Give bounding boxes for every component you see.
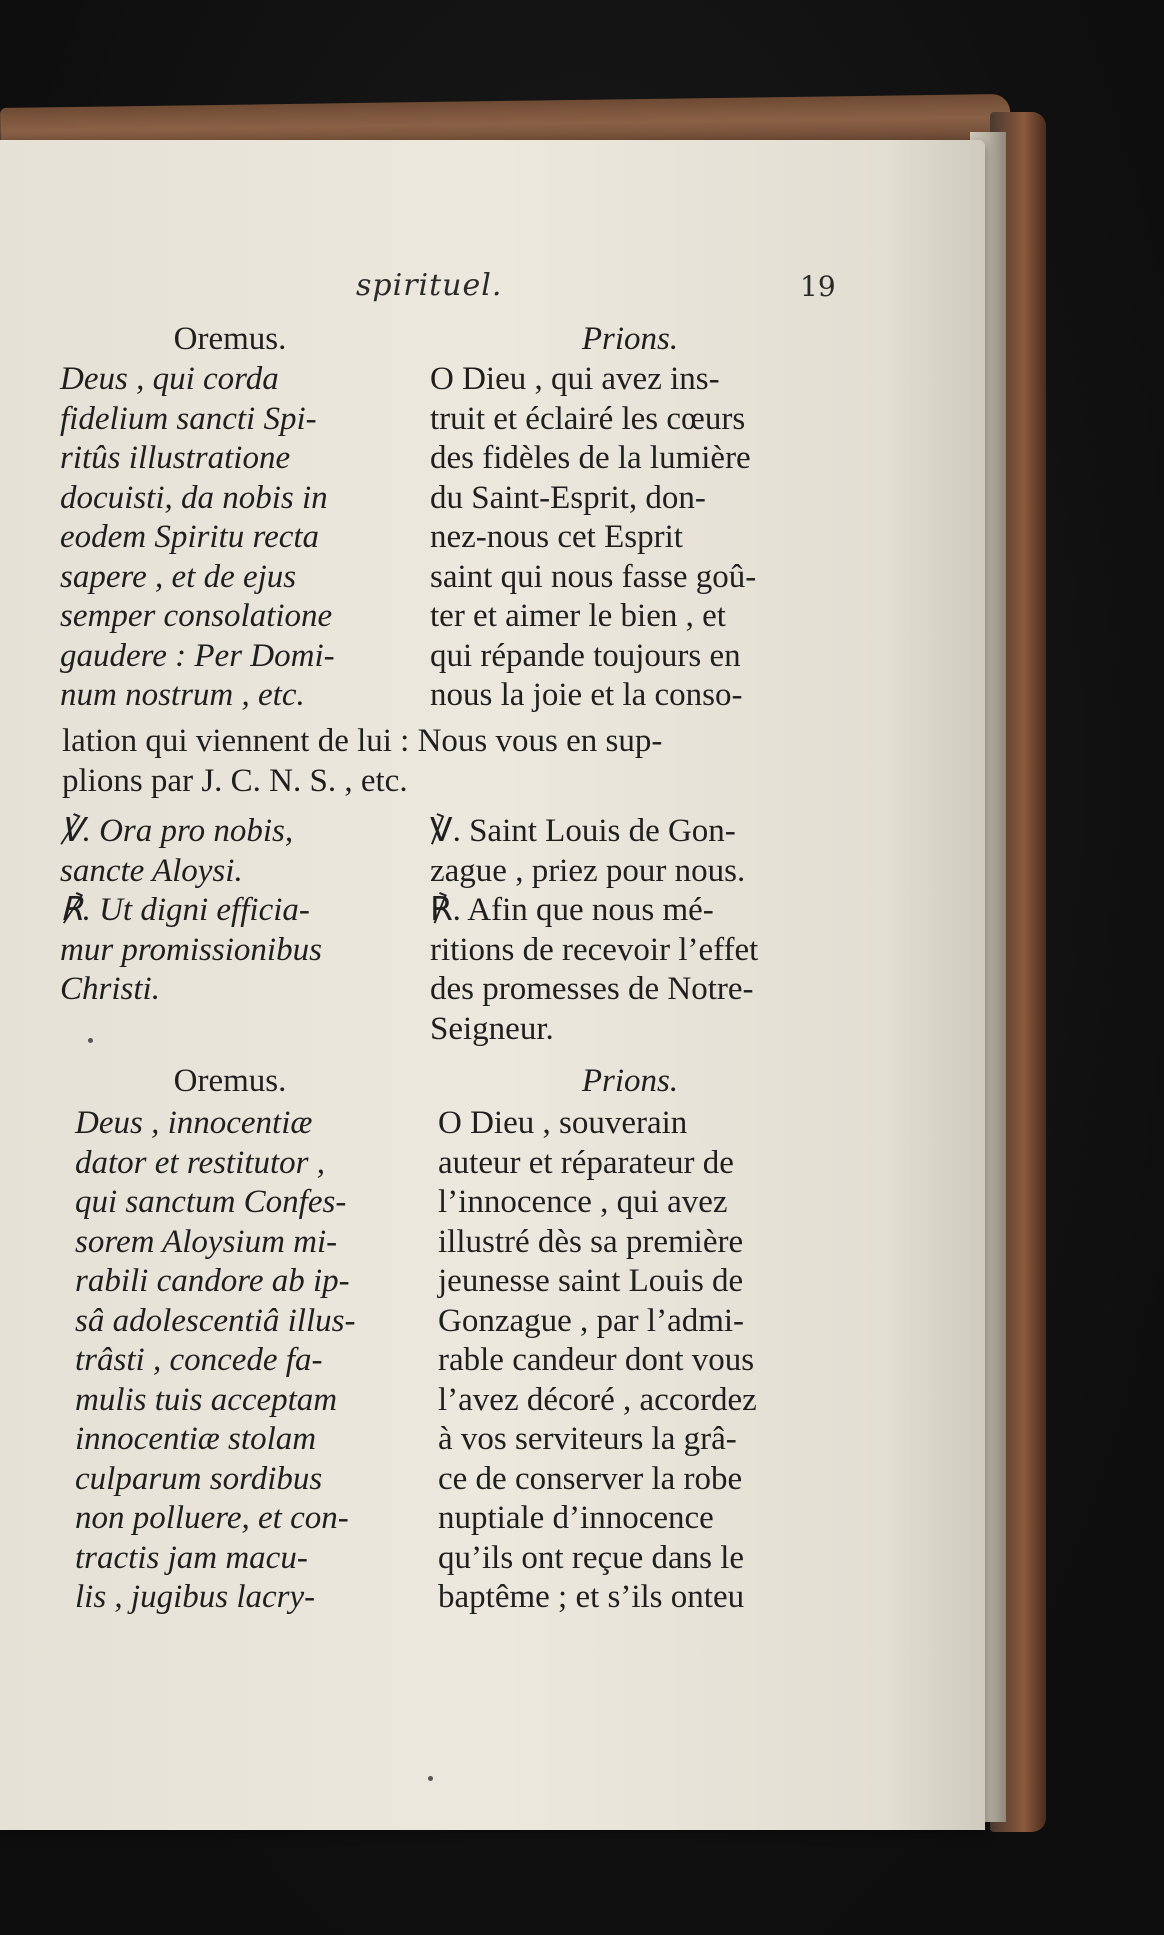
latin-line: mulis tuis acceptam	[75, 1381, 338, 1418]
heading-oremus-1: Oremus.	[173, 321, 287, 357]
french-line: du Saint-Esprit, don-	[430, 479, 706, 516]
french-heading-2	[430, 1062, 830, 1102]
french-line: qui répande toujours en	[430, 637, 741, 674]
french-line: ter et aimer le bien , et	[430, 598, 726, 634]
french-line: à vos serviteurs la grâ-	[438, 1421, 737, 1457]
french-column-1	[430, 360, 830, 716]
latin-line: dator et restitutor ,	[75, 1144, 325, 1181]
french-line: des promesses de Notre-	[430, 971, 754, 1007]
latin-column-2	[75, 1104, 405, 1618]
latin-line: mur promissionibus	[60, 931, 322, 968]
french-line: nous la joie et la conso-	[430, 677, 743, 713]
latin-column-1	[60, 360, 400, 716]
latin-versicles	[60, 812, 400, 1010]
latin-line: tractis jam macu-	[75, 1539, 308, 1576]
french-line: illustré dès sa première	[438, 1223, 744, 1260]
latin-line: non polluere, et con-	[75, 1500, 349, 1536]
latin-line: num nostrum , etc.	[60, 677, 305, 713]
full-line: plions par J. C. N. S. , etc.	[62, 762, 408, 799]
french-versicles	[430, 812, 830, 1049]
heading-oremus-2: Oremus.	[173, 1063, 287, 1099]
latin-line: eodem Spiritu recta	[60, 519, 320, 555]
latin-line: ℟. Ut digni efficia-	[60, 892, 310, 928]
latin-line: docuisti, da nobis in	[60, 479, 328, 516]
heading-prions-1: Prions.	[581, 321, 679, 357]
full-width-continuation	[62, 722, 832, 801]
latin-line: trâsti , concede fa-	[75, 1342, 323, 1378]
ink-speck	[88, 1038, 93, 1043]
french-heading-1	[430, 320, 830, 360]
french-line: nuptiale d’innocence	[438, 1500, 714, 1536]
french-line: des fidèles de la lumière	[430, 440, 751, 476]
french-line: O Dieu , qui avez ins-	[430, 361, 720, 397]
heading-prions-2: Prions.	[581, 1063, 679, 1099]
french-line: ℟. Afin que nous mé-	[430, 892, 714, 928]
latin-line: rabili candore ab ip-	[75, 1263, 350, 1299]
latin-heading-2	[60, 1062, 400, 1102]
latin-line: Deus , qui corda	[60, 361, 279, 397]
latin-heading-1	[60, 320, 400, 360]
french-column-2	[438, 1104, 838, 1618]
french-line: Gonzague , par l’admi-	[438, 1302, 745, 1339]
page-number: 19	[800, 270, 836, 303]
latin-line: gaudere : Per Domi-	[60, 637, 335, 674]
french-line: l’avez décoré , accordez	[438, 1381, 757, 1418]
french-line: nez-nous cet Esprit	[430, 519, 683, 555]
latin-line: lis , jugibus lacry-	[75, 1579, 316, 1615]
latin-line: fidelium sancti Spi-	[60, 400, 317, 437]
latin-line: Deus , innocentiæ	[75, 1105, 313, 1141]
latin-line: ℣. Ora pro nobis,	[60, 813, 294, 849]
latin-line: sâ adolescentiâ illus-	[75, 1302, 356, 1339]
french-line: jeunesse saint Louis de	[438, 1263, 744, 1299]
latin-line: sorem Aloysium mi-	[75, 1223, 338, 1260]
french-line: zague , priez pour nous.	[430, 852, 746, 889]
french-line: ce de conserver la robe	[438, 1460, 743, 1497]
french-line: rable candeur dont vous	[438, 1342, 755, 1378]
ink-speck	[428, 1776, 433, 1781]
french-line: Seigneur.	[430, 1010, 554, 1047]
latin-line: ritûs illustratione	[60, 440, 291, 476]
french-line: saint qui nous fasse goû-	[430, 558, 757, 595]
latin-line: culparum sordibus	[75, 1460, 323, 1497]
latin-line: qui sanctum Confes-	[75, 1184, 347, 1220]
french-line: ritions de recevoir l’effet	[430, 931, 759, 968]
full-line: lation qui viennent de lui : Nous vous en sup-	[62, 723, 663, 759]
french-line: truit et éclairé les cœurs	[430, 400, 746, 437]
french-line: baptême ; et s’ils onteu	[438, 1579, 745, 1615]
french-line: qu’ils ont reçue dans le	[438, 1539, 745, 1576]
latin-line: Christi.	[60, 971, 160, 1007]
french-line: ℣. Saint Louis de Gon-	[430, 813, 736, 849]
latin-line: sancte Aloysi.	[60, 852, 243, 889]
latin-line: innocentiæ stolam	[75, 1421, 317, 1457]
latin-line: sapere , et de ejus	[60, 558, 297, 595]
running-head: spirituel.	[356, 268, 503, 303]
latin-line: semper consolatione	[60, 598, 333, 634]
french-line: l’innocence , qui avez	[438, 1184, 728, 1220]
french-line: auteur et réparateur de	[438, 1144, 734, 1181]
french-line: O Dieu , souverain	[438, 1105, 688, 1141]
